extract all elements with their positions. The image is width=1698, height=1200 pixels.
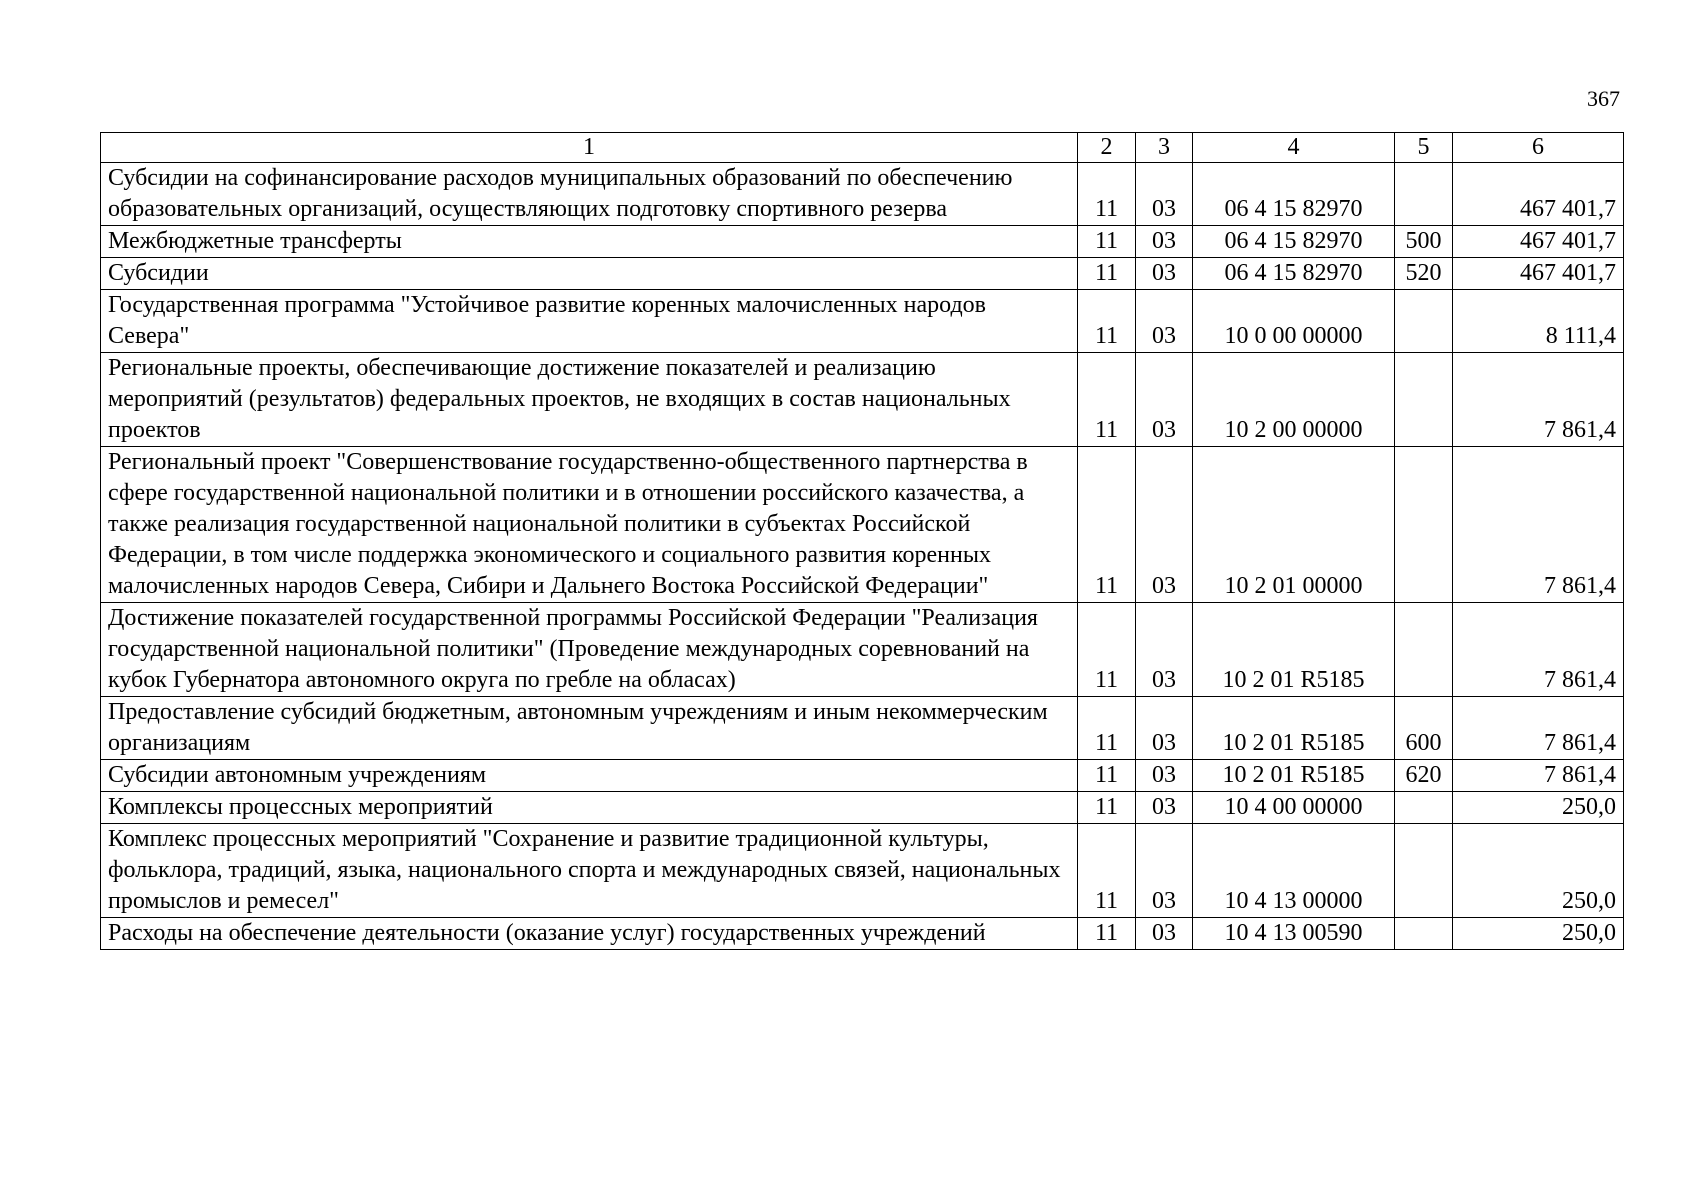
cell-amount: 7 861,4 bbox=[1453, 603, 1624, 697]
table-row bbox=[101, 760, 1624, 792]
header-col-2: 2 bbox=[1078, 133, 1136, 163]
cell-section: 11 bbox=[1078, 226, 1136, 258]
cell-subsection: 03 bbox=[1136, 353, 1193, 447]
cell-expense-type bbox=[1395, 603, 1453, 697]
cell-expense-type: 520 bbox=[1395, 258, 1453, 290]
cell-name: Комплексы процессных мероприятий bbox=[101, 792, 1078, 824]
table-row bbox=[101, 697, 1624, 760]
cell-section: 11 bbox=[1078, 824, 1136, 918]
cell-section: 11 bbox=[1078, 697, 1136, 760]
page-number: 367 bbox=[1587, 86, 1620, 111]
cell-expense-type bbox=[1395, 353, 1453, 447]
cell-target-article: 06 4 15 82970 bbox=[1193, 226, 1395, 258]
table-row bbox=[101, 258, 1624, 290]
cell-target-article: 10 2 00 00000 bbox=[1193, 353, 1395, 447]
cell-name: Достижение показателей государственной программы Российской Федерации "Реализация государственной национальной политики" (Проведение международных соревнований на кубок Губернатора автономного округа по гребле на обласах) bbox=[101, 603, 1078, 697]
cell-subsection: 03 bbox=[1136, 792, 1193, 824]
table-row bbox=[101, 824, 1624, 918]
table-row bbox=[101, 353, 1624, 447]
cell-expense-type bbox=[1395, 824, 1453, 918]
table-row bbox=[101, 603, 1624, 697]
cell-name: Государственная программа "Устойчивое развитие коренных малочисленных народов Севера" bbox=[101, 290, 1078, 353]
cell-subsection: 03 bbox=[1136, 447, 1193, 603]
cell-subsection: 03 bbox=[1136, 603, 1193, 697]
header-col-1: 1 bbox=[101, 133, 1078, 163]
cell-target-article: 10 4 13 00000 bbox=[1193, 824, 1395, 918]
cell-amount: 467 401,7 bbox=[1453, 163, 1624, 226]
cell-target-article: 10 4 00 00000 bbox=[1193, 792, 1395, 824]
cell-expense-type: 620 bbox=[1395, 760, 1453, 792]
table-row bbox=[101, 290, 1624, 353]
cell-target-article: 10 4 13 00590 bbox=[1193, 918, 1395, 950]
header-col-5: 5 bbox=[1395, 133, 1453, 163]
cell-expense-type bbox=[1395, 918, 1453, 950]
cell-subsection: 03 bbox=[1136, 163, 1193, 226]
cell-expense-type bbox=[1395, 792, 1453, 824]
cell-name: Субсидии автономным учреждениям bbox=[101, 760, 1078, 792]
header-col-4: 4 bbox=[1193, 133, 1395, 163]
cell-expense-type bbox=[1395, 290, 1453, 353]
cell-subsection: 03 bbox=[1136, 290, 1193, 353]
cell-section: 11 bbox=[1078, 447, 1136, 603]
cell-section: 11 bbox=[1078, 290, 1136, 353]
cell-subsection: 03 bbox=[1136, 760, 1193, 792]
cell-section: 11 bbox=[1078, 163, 1136, 226]
cell-subsection: 03 bbox=[1136, 258, 1193, 290]
cell-name: Субсидии на софинансирование расходов муниципальных образований по обеспечению образовательных организаций, осуществляющих подготовку спортивного резерва bbox=[101, 163, 1078, 226]
cell-target-article: 10 0 00 00000 bbox=[1193, 290, 1395, 353]
cell-target-article: 06 4 15 82970 bbox=[1193, 163, 1395, 226]
table-row bbox=[101, 226, 1624, 258]
cell-amount: 250,0 bbox=[1453, 824, 1624, 918]
cell-section: 11 bbox=[1078, 258, 1136, 290]
cell-section: 11 bbox=[1078, 918, 1136, 950]
cell-subsection: 03 bbox=[1136, 697, 1193, 760]
header-col-3: 3 bbox=[1136, 133, 1193, 163]
cell-amount: 250,0 bbox=[1453, 792, 1624, 824]
cell-amount: 8 111,4 bbox=[1453, 290, 1624, 353]
cell-amount: 467 401,7 bbox=[1453, 226, 1624, 258]
cell-subsection: 03 bbox=[1136, 918, 1193, 950]
cell-amount: 467 401,7 bbox=[1453, 258, 1624, 290]
table-row bbox=[101, 447, 1624, 603]
cell-target-article: 10 2 01 00000 bbox=[1193, 447, 1395, 603]
cell-amount: 7 861,4 bbox=[1453, 447, 1624, 603]
cell-amount: 7 861,4 bbox=[1453, 697, 1624, 760]
cell-name: Предоставление субсидий бюджетным, автономным учреждениям и иным некоммерческим организациям bbox=[101, 697, 1078, 760]
table-row bbox=[101, 792, 1624, 824]
budget-table bbox=[100, 132, 1624, 950]
cell-target-article: 10 2 01 R5185 bbox=[1193, 603, 1395, 697]
cell-expense-type bbox=[1395, 163, 1453, 226]
cell-subsection: 03 bbox=[1136, 824, 1193, 918]
table-row bbox=[101, 163, 1624, 226]
table-body bbox=[101, 163, 1624, 950]
table-row bbox=[101, 918, 1624, 950]
cell-name: Межбюджетные трансферты bbox=[101, 226, 1078, 258]
cell-name: Расходы на обеспечение деятельности (оказание услуг) государственных учреждений bbox=[101, 918, 1078, 950]
cell-name: Региональные проекты, обеспечивающие достижение показателей и реализацию мероприятий (результатов) федеральных проектов, не входящих в состав национальных проектов bbox=[101, 353, 1078, 447]
cell-amount: 7 861,4 bbox=[1453, 760, 1624, 792]
header-col-6: 6 bbox=[1453, 133, 1624, 163]
cell-expense-type bbox=[1395, 447, 1453, 603]
cell-section: 11 bbox=[1078, 792, 1136, 824]
cell-amount: 7 861,4 bbox=[1453, 353, 1624, 447]
cell-name: Региональный проект "Совершенствование государственно-общественного партнерства в сфере государственной национальной политики и в отношении российского казачества, а также реализация государственной национальной политики в субъектах Российской Федерации, в том числе поддержка экономического и социального развития коренных малочисленных народов Севера, Сибири и Дальнего Востока Российской Федерации" bbox=[101, 447, 1078, 603]
cell-name: Субсидии bbox=[101, 258, 1078, 290]
header-row bbox=[101, 133, 1624, 163]
cell-expense-type: 600 bbox=[1395, 697, 1453, 760]
cell-subsection: 03 bbox=[1136, 226, 1193, 258]
cell-target-article: 10 2 01 R5185 bbox=[1193, 760, 1395, 792]
cell-section: 11 bbox=[1078, 353, 1136, 447]
cell-expense-type: 500 bbox=[1395, 226, 1453, 258]
cell-target-article: 06 4 15 82970 bbox=[1193, 258, 1395, 290]
cell-section: 11 bbox=[1078, 760, 1136, 792]
cell-section: 11 bbox=[1078, 603, 1136, 697]
cell-amount: 250,0 bbox=[1453, 918, 1624, 950]
table-header bbox=[101, 133, 1624, 163]
cell-name: Комплекс процессных мероприятий "Сохранение и развитие традиционной культуры, фольклора, традиций, языка, национального спорта и международных связей, национальных промыслов и ремесел" bbox=[101, 824, 1078, 918]
cell-target-article: 10 2 01 R5185 bbox=[1193, 697, 1395, 760]
